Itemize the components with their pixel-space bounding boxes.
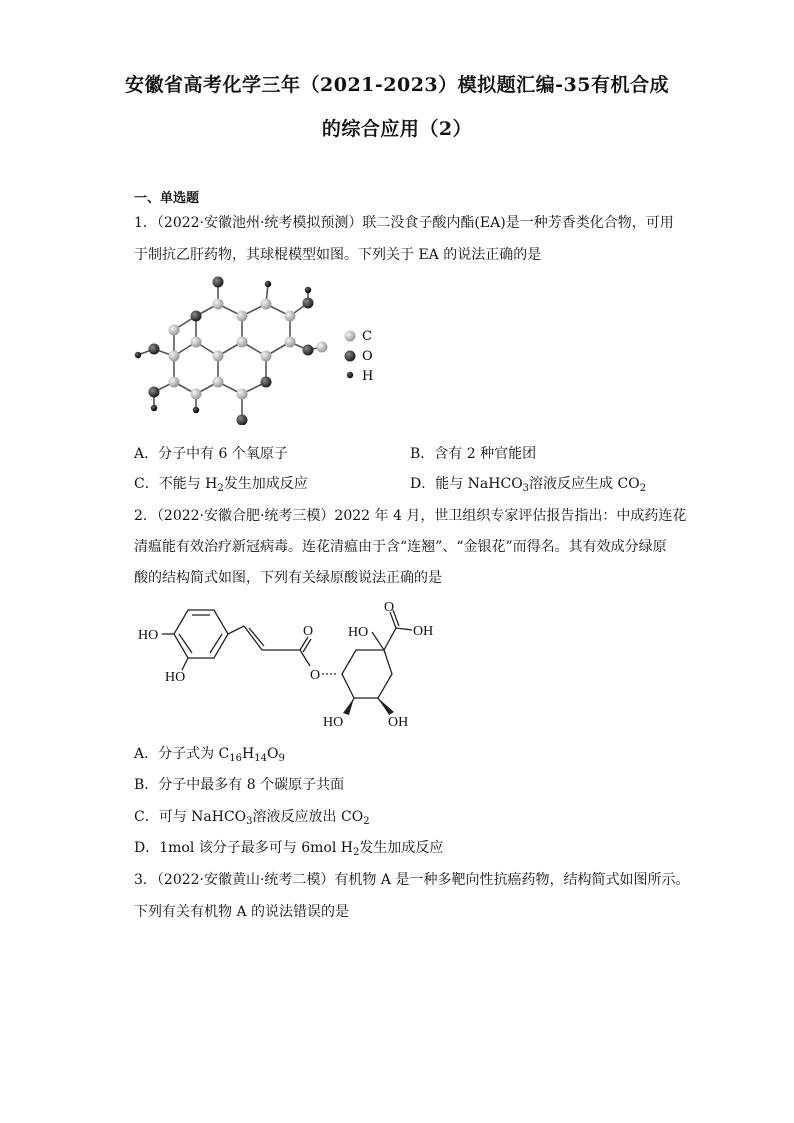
ho-label-2: HO	[165, 670, 186, 685]
q2-option-c: C．可与 NaHCO$_3$溶液反应放出 $CO_2$	[134, 809, 370, 827]
q3-stem-line2: 下列有关有机物 A 的说法错误的是	[134, 904, 350, 920]
page-title-line1: 安徽省高考化学三年（2021-2023）模拟题汇编-35有机合成	[125, 74, 669, 96]
q1-stem-line1: 1．（2022·安徽池州·统考模拟预测）联二没食子酸内酯(EA)是一种芳香类化合物，可用	[134, 215, 674, 231]
q1-option-b: B．含有 2 种官能团	[410, 446, 537, 462]
chlorogenic-acid-structure	[130, 595, 450, 735]
q2-option-b: B．分子中最多有 8 个碳原子共面	[134, 777, 345, 793]
q2-stem-line2: 清瘟能有效治疗新冠病毒。连花清瘟由于含“连翘”、“金银花”而得名。其有效成分绿原	[134, 539, 667, 555]
q2-stem-line3: 酸的结构简式如图，下列有关绿原酸说法正确的是	[134, 570, 442, 586]
legend-carbon-icon	[345, 331, 356, 342]
q1-option-d: D．能与 NaHCO$_3$溶液反应生成 $CO_2$	[410, 476, 647, 494]
q1-option-a: A．分子中有 6 个氧原子	[134, 446, 288, 462]
legend-h-label: H	[362, 369, 374, 384]
q2-stem-line1: 2．（2022·安徽合肥·统考三模）2022 年 4 月，世卫组织专家评估报告指出：中成药连花	[134, 508, 687, 524]
oh-acid-label: OH	[413, 624, 434, 639]
o-carbonyl-label: O	[303, 624, 314, 639]
oh-label-1: OH	[388, 715, 409, 730]
q3-stem-line1: 3．（2022·安徽黄山·统考二模）有机物 A 是一种多靶向性抗癌药物，结构简式如图所示。	[134, 872, 690, 888]
o-acid-label: O	[384, 600, 395, 615]
legend-o-label: O	[362, 349, 373, 364]
ho-label-4: HO	[323, 715, 344, 730]
q2-option-a: A．分子式为 $C_{16}H_{14}O_9$	[134, 746, 285, 764]
o-ester-label: O	[310, 668, 321, 683]
page-title-line2: 的综合应用（2）	[321, 118, 473, 140]
legend-hydrogen-icon	[347, 372, 353, 378]
q2-option-d: D．1mol 该分子最多可与 6mol $H_2$发生加成反应	[134, 840, 444, 858]
ho-label-3: HO	[348, 625, 369, 640]
q1-stem-line2: 于制抗乙肝药物，其球棍模型如图。下列关于 EA 的说法正确的是	[134, 247, 542, 263]
q1-option-c: C．不能与 $H_2$发生加成反应	[134, 476, 308, 494]
ho-label-1: HO	[138, 628, 159, 643]
legend-oxygen-icon	[345, 351, 356, 362]
legend-c-label: C	[362, 329, 372, 344]
section-heading: 一、单选题	[134, 191, 200, 206]
ea-ball-and-stick-model	[130, 275, 390, 425]
